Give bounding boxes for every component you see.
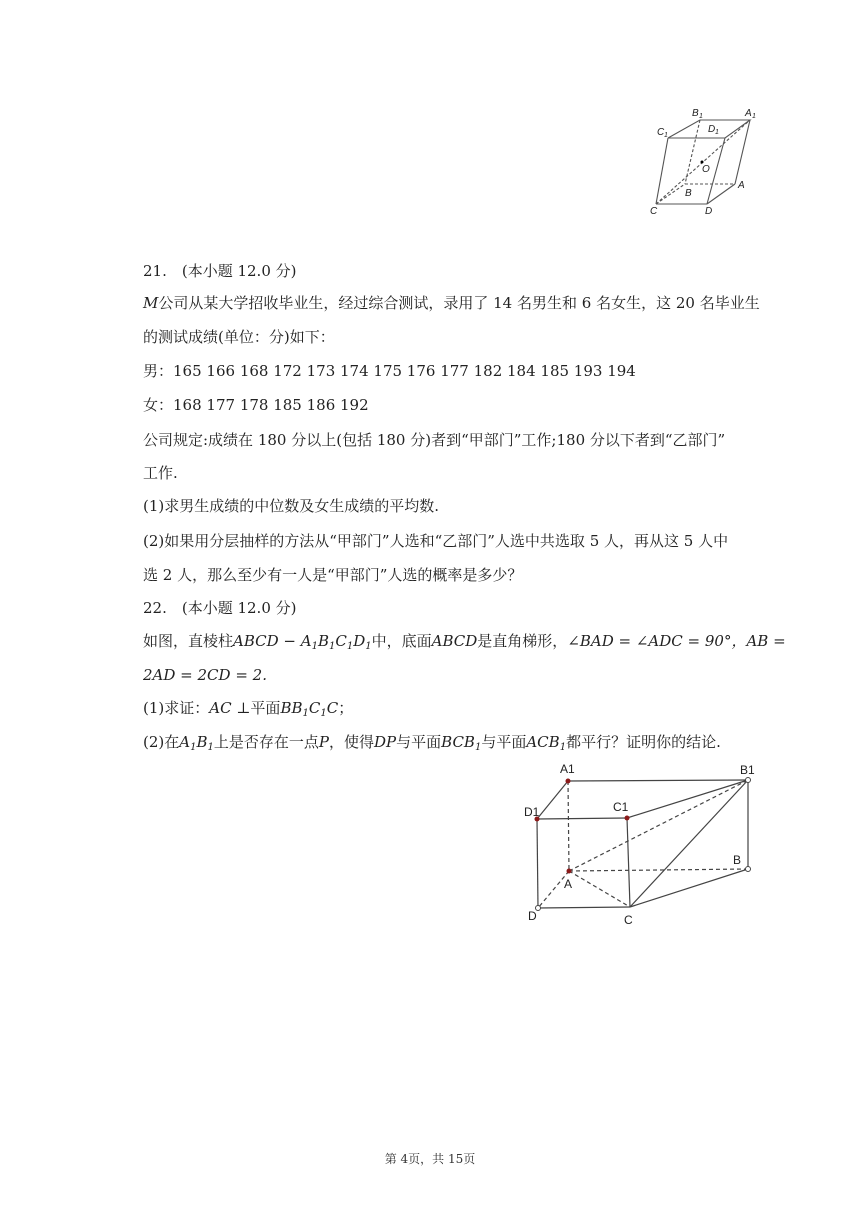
label-c1: C (657, 127, 665, 138)
label-a1: A1 (560, 762, 575, 776)
svg-text:1: 1 (664, 132, 668, 139)
q21-line2: 的测试成绩(单位：分)如下： (143, 328, 335, 346)
label-d1: D1 (524, 805, 540, 819)
label-a: A (564, 877, 573, 891)
svg-text:1: 1 (752, 113, 756, 120)
label-c1: C1 (613, 800, 629, 814)
label-b: B (685, 188, 692, 199)
q21-rule2: 工作. (143, 464, 178, 482)
q21-part1: (1)求男生成绩的中位数及女生成绩的平均数. (143, 497, 440, 515)
svg-text:1: 1 (715, 129, 719, 136)
label-a: A (738, 180, 745, 191)
q21-part2a: (2)如果用分层抽样的方法从“甲部门”人选和“乙部门”人选中共选取 5 人，再从这 5 人中 (143, 532, 729, 550)
label-b1: B1 (740, 763, 755, 777)
q21-line1: M公司从某大学招收毕业生，经过综合测试，录用了 14 名男生和 6 名女生，这 20 名毕业生 (143, 294, 760, 312)
label-d: D (528, 909, 537, 923)
parallelepiped-figure (640, 100, 770, 220)
q21-male-scores: 男：165 166 168 172 173 174 175 176 177 182 184 185 193 194 (143, 362, 636, 380)
q22-part2: (2)在$A_1B_1$上是否存在一点P，使得DP与平面$BCB_1$与平面$ACB_1$都平行？证明你的结论. (143, 733, 721, 753)
q21-female-scores: 女：168 177 178 185 186 192 (143, 396, 369, 414)
q22-line2: 2AD = 2CD = 2. (143, 666, 267, 684)
q21-part2b: 选 2 人，那么至少有一人是“甲部门”人选的概率是多少？ (143, 566, 523, 584)
label-d: D (705, 206, 713, 217)
q21-header: 21. (本小题 12.0 分) (143, 262, 297, 280)
label-c: C (624, 913, 633, 927)
q22-line1: 如图，直棱柱ABCD − $A_1B_1C_1D_1$中，底面ABCD是直角梯形，∠BAD = ∠ADC = 90°，AB = (143, 632, 786, 652)
label-o: O (702, 164, 710, 175)
q22-part1: (1)求证：AC ⊥平面$BB_1C_1C$； (143, 699, 354, 719)
label-d1: D (708, 124, 716, 135)
svg-text:1: 1 (699, 113, 703, 120)
label-b: B (733, 853, 742, 867)
label-c: C (650, 206, 658, 217)
label-b1: B (692, 108, 699, 119)
prism-figure (520, 760, 770, 930)
label-a1: A (745, 108, 752, 119)
page-footer: 第 4页，共 15页 (384, 1152, 476, 1166)
q22-header: 22. (本小题 12.0 分) (143, 599, 297, 617)
q21-rule1: 公司规定:成绩在 180 分以上(包括 180 分)者到“甲部门”工作;180 分以下者到“乙部门” (143, 431, 726, 449)
